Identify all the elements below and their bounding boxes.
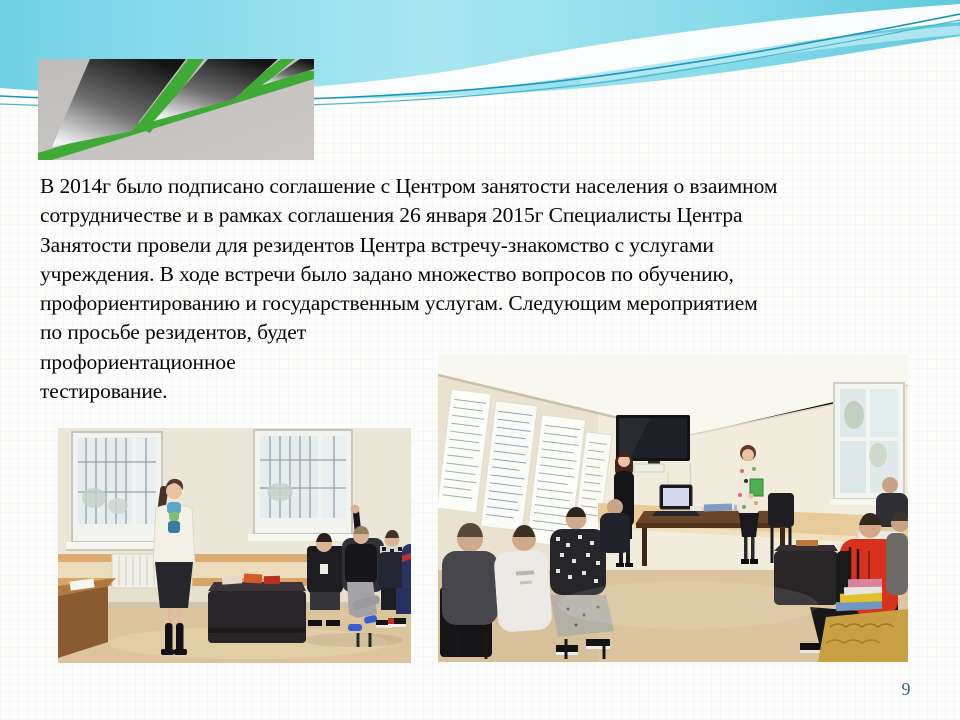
window-left xyxy=(66,432,168,551)
body-line: В 2014г было подписано соглашение с Центром занятости населения о взаимном xyxy=(40,174,778,198)
page-number: 9 xyxy=(901,679,911,699)
window-right xyxy=(248,430,358,541)
body-line: профориентационное xyxy=(40,349,236,374)
body-line: Занятости провели для резидентов Центра встречу-знакомство с услугами xyxy=(40,232,714,257)
body-line: по просьбе резидентов, будет xyxy=(40,320,306,345)
body-line: профориентированию и государственным услугам. Следующим мероприятием xyxy=(40,291,758,316)
body-line: сотрудничестве и в рамках соглашения 26 января 2015г Специалисты Центра xyxy=(40,203,743,228)
body-line: учреждения. В ходе встречи было задано множество вопросов по обучению, xyxy=(40,261,734,286)
photo-meeting-left xyxy=(58,428,411,663)
body-line: тестирование. xyxy=(40,379,168,404)
ottoman-table xyxy=(208,574,306,643)
photo-meeting-right xyxy=(438,355,908,662)
org-logo xyxy=(38,59,314,160)
